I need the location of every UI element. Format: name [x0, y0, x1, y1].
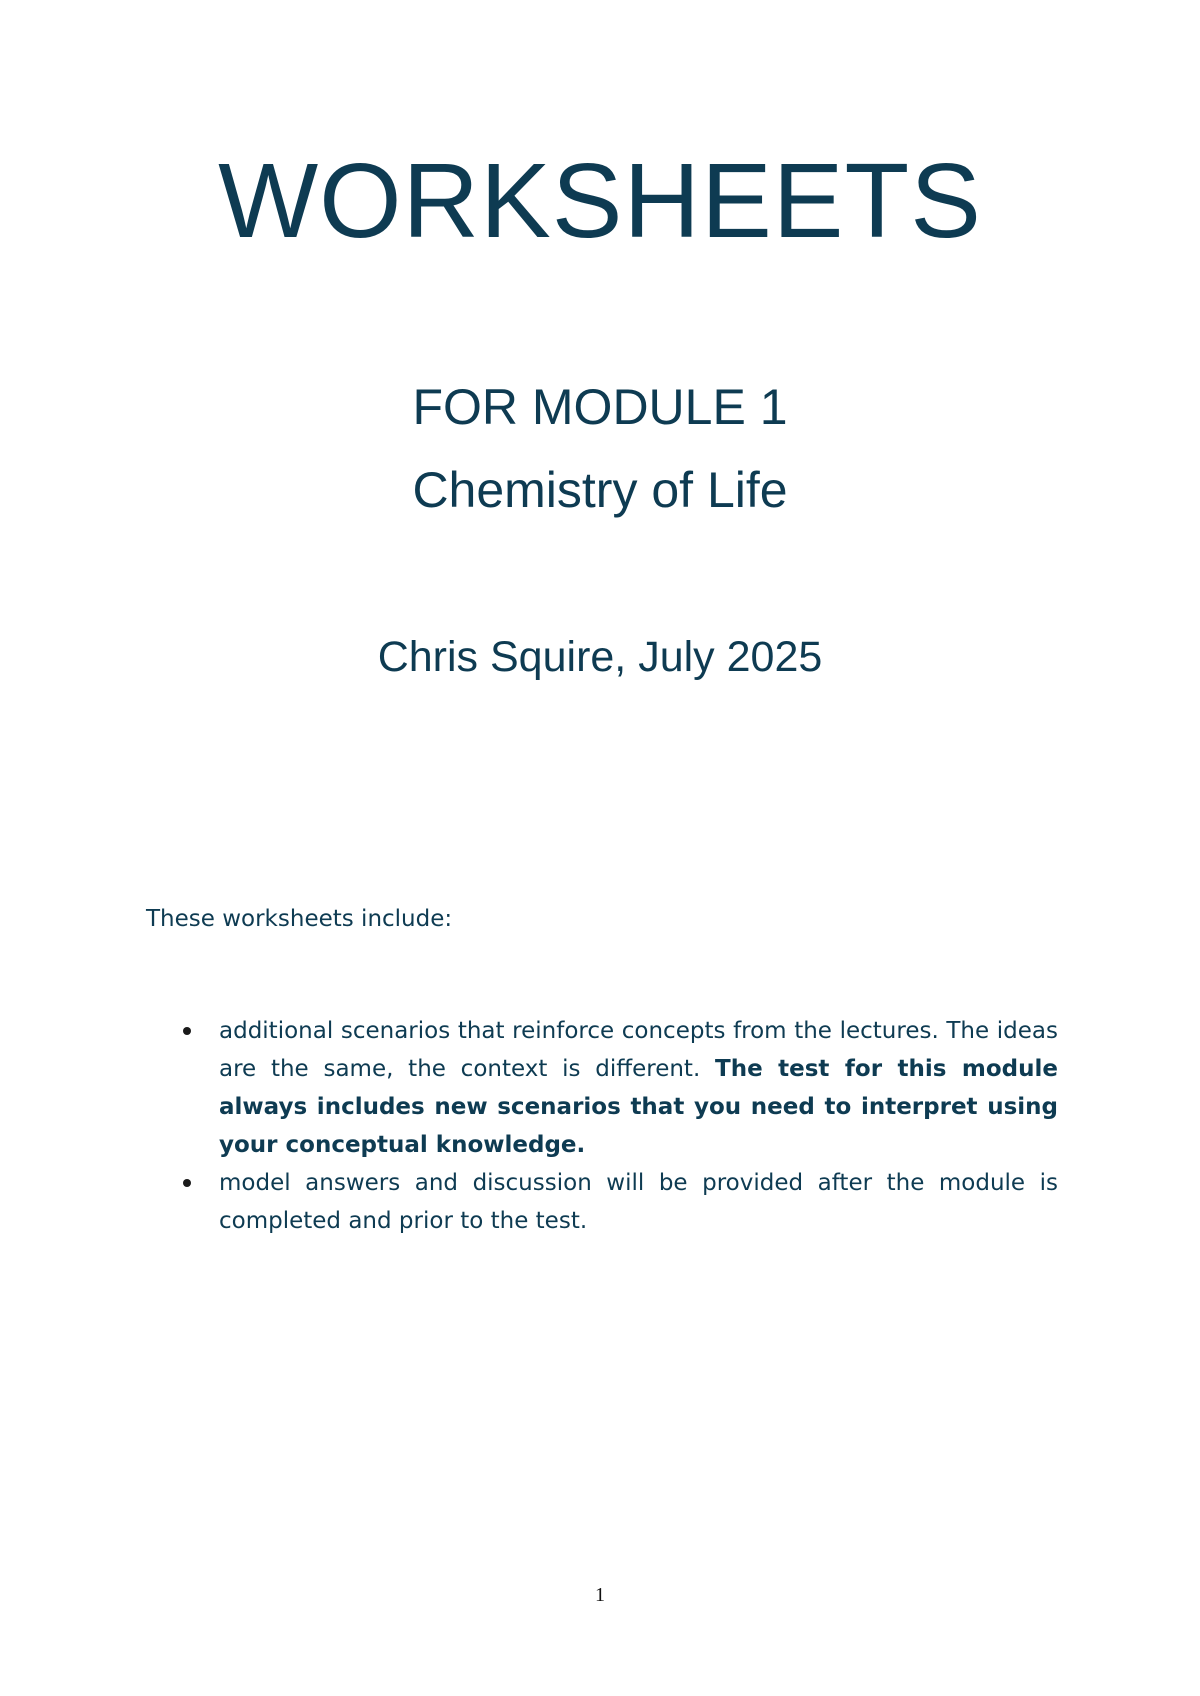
author-date: Chris Squire, July 2025 [377, 633, 823, 681]
bullet-icon [183, 1027, 191, 1035]
bullet-icon [183, 1179, 191, 1187]
bullet-list [146, 1012, 1058, 1240]
intro-text: These worksheets include: [146, 906, 453, 932]
list-item [146, 1164, 1058, 1240]
bullet-bold-text: The test for this module always includes new scenarios that you need to interpret using your conceptual knowledge. [219, 1056, 1058, 1158]
page-number: 1 [595, 1584, 605, 1606]
bullet-text: model answers and discussion will be provided after the module is completed and prior to the test. [219, 1170, 1058, 1234]
list-item [146, 1012, 1058, 1164]
document-title: WORKSHEETS [218, 142, 982, 260]
module-heading: FOR MODULE 1 [412, 379, 788, 435]
module-subtitle: Chemistry of Life [412, 462, 788, 518]
bullet-text: additional scenarios that reinforce concepts from the lectures. The ideas are the same, the context is different. [219, 1018, 1058, 1082]
